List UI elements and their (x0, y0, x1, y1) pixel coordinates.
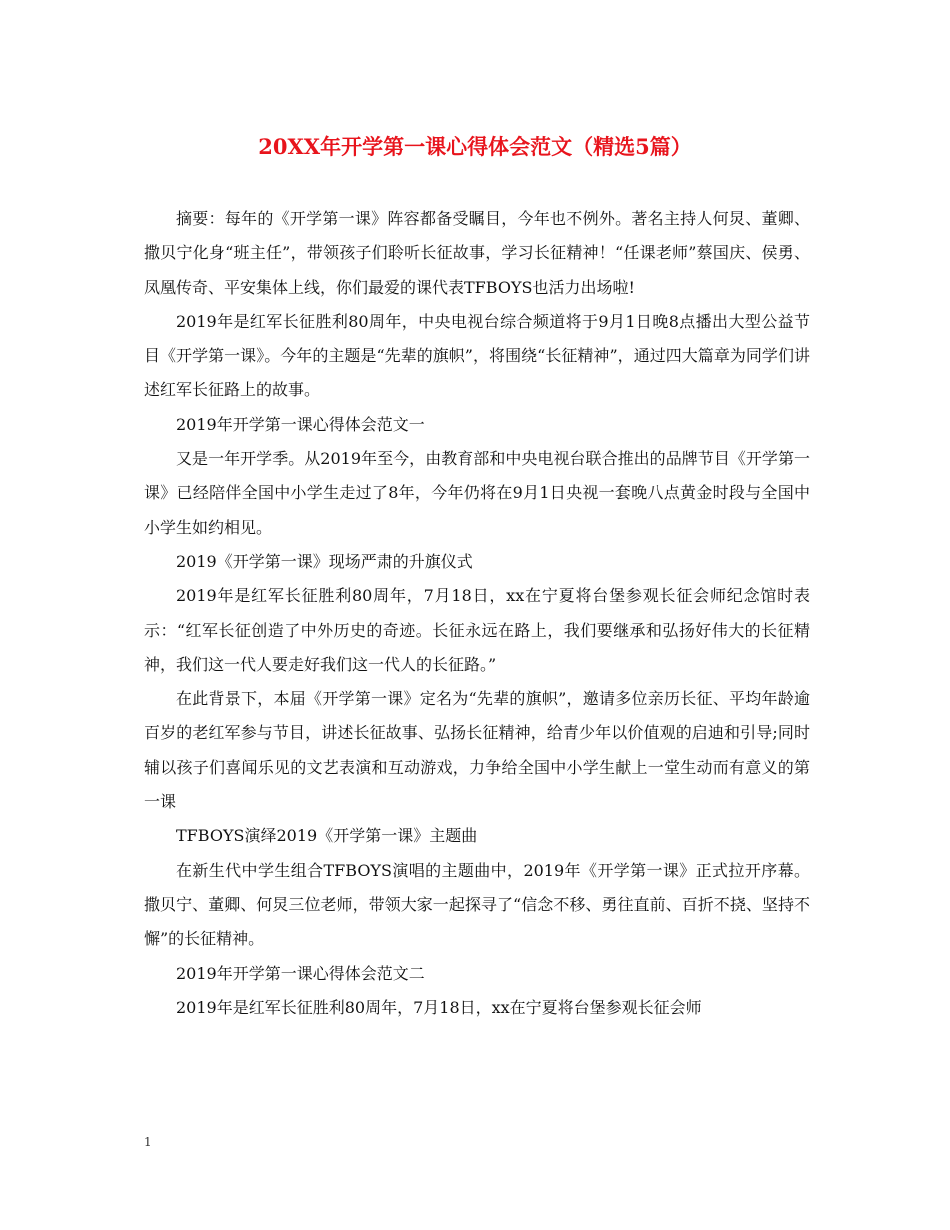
paragraph: 又是一年开学季。从2019年至今，由教育部和中央电视台联合推出的品牌节目《开学第一课》已经陪伴全国中小学生走过了8年，今年仍将在9月1日央视一套晚八点黄金时段与全国中小学生如约相见。 (144, 449, 810, 537)
page-number: 1 (144, 1135, 152, 1149)
paragraph-summary: 摘要：每年的《开学第一课》阵容都备受瞩目，今年也不例外。著名主持人何炅、董卿、撒贝宁化身“班主任”，带领孩子们聆听长征故事，学习长征精神！“任课老师”蔡国庆、侯勇、凤凰传奇、平安集体上线，你们最爱的课代表TFBOYS也活力出场啦! (144, 209, 810, 297)
paragraph: 在新生代中学生组合TFBOYS演唱的主题曲中，2019年《开学第一课》正式拉开序幕。撒贝宁、董卿、何炅三位老师，带领大家一起探寻了“信念不移、勇往直前、百折不挠、坚持不懈”的长征精神。 (144, 860, 810, 949)
paragraph-intro: 2019年是红军长征胜利80周年，中央电视台综合频道将于9月1日晚8点播出大型公益节目《开学第一课》。今年的主题是“先辈的旗帜”，将围绕“长征精神”，通过四大篇章为同学们讲述红军长征路上的故事。 (144, 311, 810, 400)
paragraph: 2019年是红军长征胜利80周年，7月18日，xx在宁夏将台堡参观长征会师纪念馆时表示：“红军长征创造了中外历史的奇迹。长征永远在路上，我们要继承和弘扬好伟大的长征精神，我们这一代人要走好我们这一代人的长征路。” (144, 586, 810, 674)
paragraph: 在此背景下，本届《开学第一课》定名为“先辈的旗帜”，邀请多位亲历长征、平均年龄逾百岁的老红军参与节目，讲述长征故事、弘扬长征精神，给青少年以价值观的启迪和引导;同时辅以孩子们喜闻乐见的文艺表演和互动游戏，力争给全国中小学生献上一堂生动而有意义的第一课 (144, 689, 810, 812)
section-heading-essay-two: 2019年开学第一课心得体会范文二 (176, 963, 425, 983)
paragraph: 2019年是红军长征胜利80周年，7月18日，xx在宁夏将台堡参观长征会师 (176, 997, 702, 1017)
document-title: 20XX年开学第一课心得体会范文（精选5篇） (258, 134, 692, 159)
subheading-flag-ceremony: 2019《开学第一课》现场严肃的升旗仪式 (176, 551, 473, 571)
section-heading-essay-one: 2019年开学第一课心得体会范文一 (176, 414, 425, 434)
subheading-theme-song: TFBOYS演绎2019《开学第一课》主题曲 (176, 826, 478, 846)
document-body (144, 202, 810, 1025)
